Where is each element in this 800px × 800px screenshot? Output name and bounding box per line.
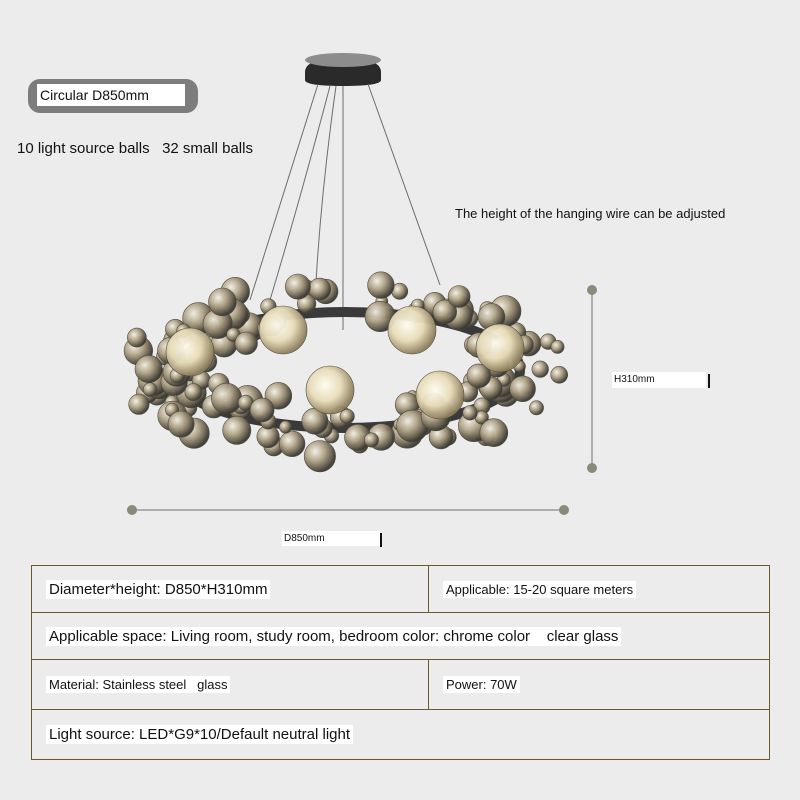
glass-ball — [364, 433, 378, 447]
glass-ball — [168, 411, 194, 437]
light-source-ball — [388, 306, 436, 354]
glass-ball — [279, 431, 305, 457]
glass-ball — [448, 286, 470, 308]
light-count-text: 10 light source balls 32 small balls — [17, 140, 253, 157]
glass-ball — [127, 328, 146, 347]
height-label-tick — [708, 374, 710, 388]
light-source-ball — [306, 366, 354, 414]
glass-ball — [368, 272, 395, 299]
spec-cell — [429, 566, 770, 613]
light-source-ball — [476, 324, 524, 372]
glass-ball — [340, 409, 354, 423]
wire-adjust-note: The height of the hanging wire can be adjusted — [455, 206, 726, 221]
glass-ball — [551, 340, 564, 353]
glass-ball — [529, 401, 543, 415]
light-source-ball — [166, 328, 214, 376]
diameter-dim-dot-right — [559, 505, 569, 515]
spec-table — [31, 565, 770, 760]
glass-ball — [185, 384, 202, 401]
glass-ball — [551, 366, 568, 383]
glass-ball — [285, 274, 310, 299]
glass-ball — [211, 383, 241, 413]
height-dim-dot-bottom — [587, 463, 597, 473]
height-dim-dot-top — [587, 285, 597, 295]
glass-ball — [223, 416, 251, 444]
material-spec: Material: Stainless steel glass — [46, 676, 230, 693]
spec-cell — [32, 613, 770, 660]
glass-ball — [209, 288, 237, 316]
glass-balls — [124, 272, 568, 472]
spec-cell — [429, 660, 770, 710]
glass-ball — [480, 419, 508, 447]
spec-cell — [32, 566, 429, 613]
glass-ball — [510, 376, 536, 402]
glass-ball — [135, 355, 162, 382]
diameter-height-spec: Diameter*height: D850*H310mm — [46, 580, 270, 599]
spec-cell — [32, 710, 770, 760]
applicable-area-spec: Applicable: 15-20 square meters — [443, 581, 636, 598]
diameter-label-tick — [380, 533, 382, 547]
light-source-ball — [259, 306, 307, 354]
glass-ball — [532, 361, 549, 378]
spec-row — [32, 613, 770, 660]
spec-row — [32, 566, 770, 613]
glass-ball — [304, 441, 335, 472]
canopy-top — [305, 53, 381, 67]
applicable-space-spec: Applicable space: Living room, study room, bedroom color: chrome color clear glass — [46, 627, 621, 646]
spec-cell — [32, 660, 429, 710]
light-source-ball — [416, 371, 464, 419]
light-source-spec: Light source: LED*G9*10/Default neutral light — [46, 725, 353, 744]
diameter-dim-dot-left — [127, 505, 137, 515]
diameter-dimension-label: D850mm — [282, 531, 380, 546]
shape-label: Circular D850mm — [37, 84, 185, 106]
height-dimension-label: H310mm — [612, 372, 706, 388]
spec-row — [32, 710, 770, 760]
spec-row — [32, 660, 770, 710]
glass-ball — [143, 383, 157, 397]
glass-ball — [129, 394, 149, 414]
glass-ball — [250, 398, 274, 422]
power-spec: Power: 70W — [443, 676, 520, 693]
glass-ball — [463, 406, 478, 421]
glass-ball — [235, 332, 258, 355]
glass-ball — [279, 421, 291, 433]
hanging-wires — [250, 84, 440, 330]
